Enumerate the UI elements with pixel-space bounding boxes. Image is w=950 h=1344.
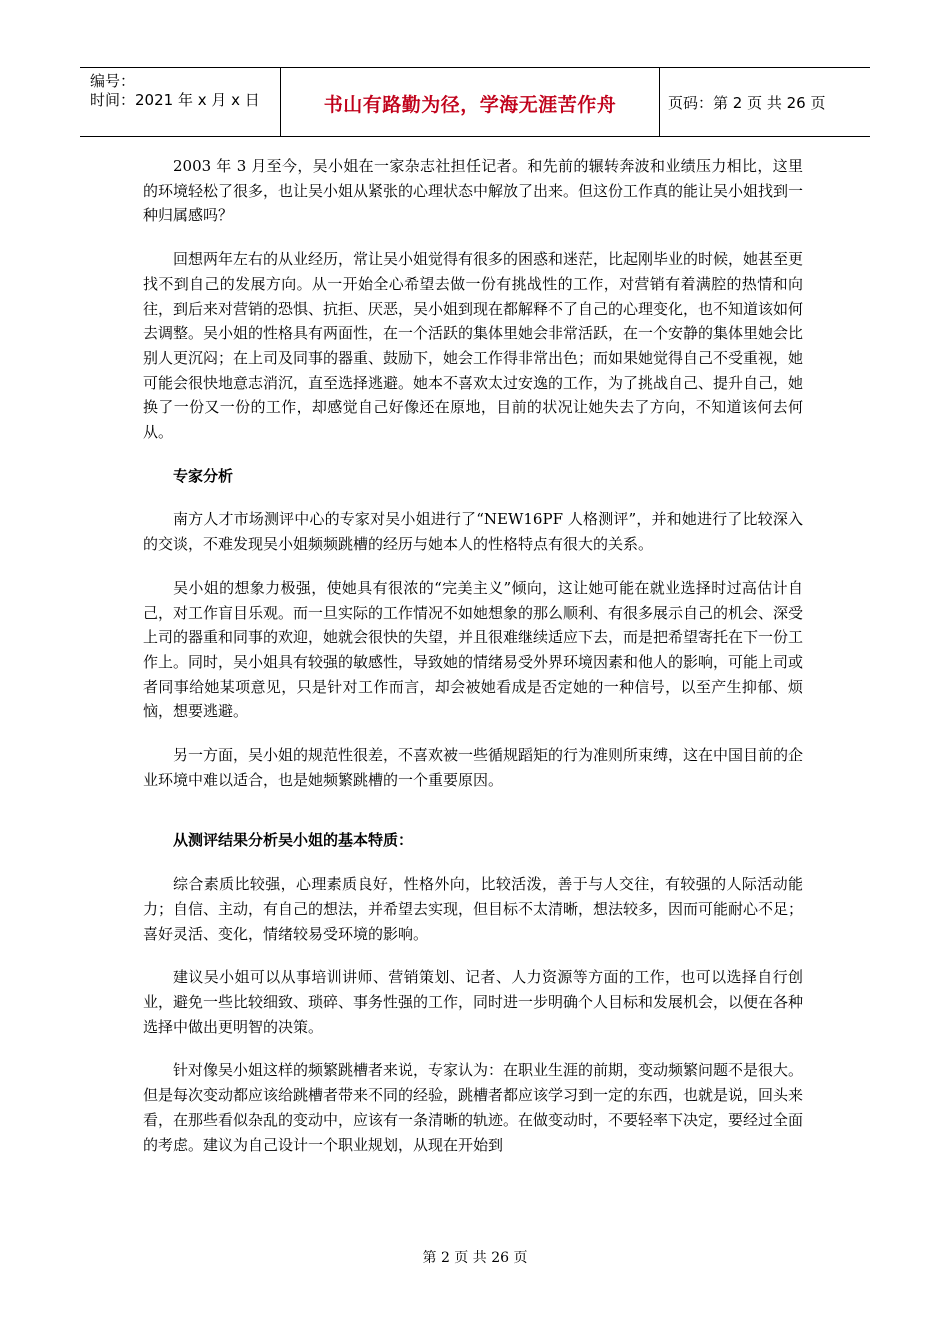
paragraph: 南方人才市场测评中心的专家对吴小姐进行了“NEW16PF 人格测评”，并和她进行了比较深入的交谈，不难发现吴小姐频频跳槽的经历与她本人的性格特点有很大的关系。 [143, 510, 803, 554]
header-page-info: 页码：第 2 页 共 26 页 [668, 94, 826, 112]
header-page-cell [660, 68, 870, 136]
date-label: 时间：2021 年 x 月 x 日 [90, 91, 260, 109]
page-footer: 第 2 页 共 26 页 [422, 1250, 528, 1266]
motto-text: 书山有路勤为径，学海无涯苦作舟 [323, 94, 617, 116]
header-meta-cell [80, 68, 280, 136]
paragraph: 针对像吴小姐这样的频繁跳槽者来说，专家认为：在职业生涯的前期，变动频繁问题不是很大。但是每次变动都应该给跳槽者带来不同的经验，跳槽者都应该学习到一定的东西，也就是说，回头来看，在那些看似杂乱的变动中，应该有一条清晰的轨迹。在做变动时，不要轻率下决定，要经过全面的考虑。建议为自己设计一个职业规划，从现在开始到 [143, 1061, 804, 1154]
paragraph: 回想两年左右的从业经历，常让吴小姐觉得有很多的困惑和迷茫，比起刚毕业的时候，她甚至更找不到自己的发展方向。从一开始全心希望去做一份有挑战性的工作，对营销有着满腔的热情和向往，到后来对营销的恐惧、抗拒、厌恶，吴小姐到现在都解释不了自己的心理变化，也不知道该如何去调整。吴小姐的性格具有两面性，在一个活跃的集体里她会非常活跃，在一个安静的集体里她会比别人更沉闷；在上司及同事的器重、鼓励下，她会工作得非常出色；而如果她觉得自己不受重视，她可能会很快地意志消沉，直至选择逃避。她本不喜欢太过安逸的工作，为了挑战自己、提升自己，她换了一份又一份的工作，却感觉自己好像还在原地，目前的状况让她失去了方向，不知道该何去何从。 [143, 250, 804, 442]
serial-number-label: 编号： [90, 72, 136, 90]
section-heading-expert-analysis: 专家分析 [173, 466, 234, 485]
page-header [80, 67, 870, 137]
paragraph: 另一方面，吴小姐的规范性很差，不喜欢被一些循规蹈矩的行为准则所束缚，这在中国目前的企业环境中难以适合，也是她频繁跳槽的一个重要原因。 [143, 746, 804, 789]
paragraph: 2003 年 3 月至今，吴小姐在一家杂志社担任记者。和先前的辗转奔波和业绩压力相比，这里的环境轻松了很多，也让吴小姐从紧张的心理状态中解放了出来。但这份工作真的能让吴小姐找到一种归属感吗？ [143, 157, 804, 225]
paragraph: 综合素质比较强，心理素质良好，性格外向，比较活泼，善于与人交往，有较强的人际活动能力；自信、主动，有自己的想法，并希望去实现，但目标不太清晰，想法较多，因而可能耐心不足；喜好灵活、变化，情绪较易受环境的影响。 [143, 875, 804, 943]
section-heading-basic-traits: 从测评结果分析吴小姐的基本特质： [173, 831, 414, 850]
header-motto-cell [280, 68, 660, 136]
document-body [143, 154, 803, 1176]
paragraph: 建议吴小姐可以从事培训讲师、营销策划、记者、人力资源等方面的工作，也可以选择自行创业，避免一些比较细致、琐碎、事务性强的工作，同时进一步明确个人目标和发展机会，以便在各种选择中做出更明智的决策。 [143, 968, 804, 1036]
paragraph: 吴小姐的想象力极强，使她具有很浓的“完美主义”倾向，这让她可能在就业选择时过高估计自己，对工作盲目乐观。而一旦实际的工作情况不如她想象的那么顺利、有很多展示自己的机会、深受上司的器重和同事的欢迎，她就会很快的失望，并且很难继续适应下去，而是把希望寄托在下一份工作上。同时，吴小姐具有较强的敏感性，导致她的情绪易受外界环境因素和他人的影响，可能上司或者同事给她某项意见，只是针对工作而言，却会被她看成是否定她的一种信号，以至产生抑郁、烦恼，想要逃避。 [143, 578, 804, 721]
